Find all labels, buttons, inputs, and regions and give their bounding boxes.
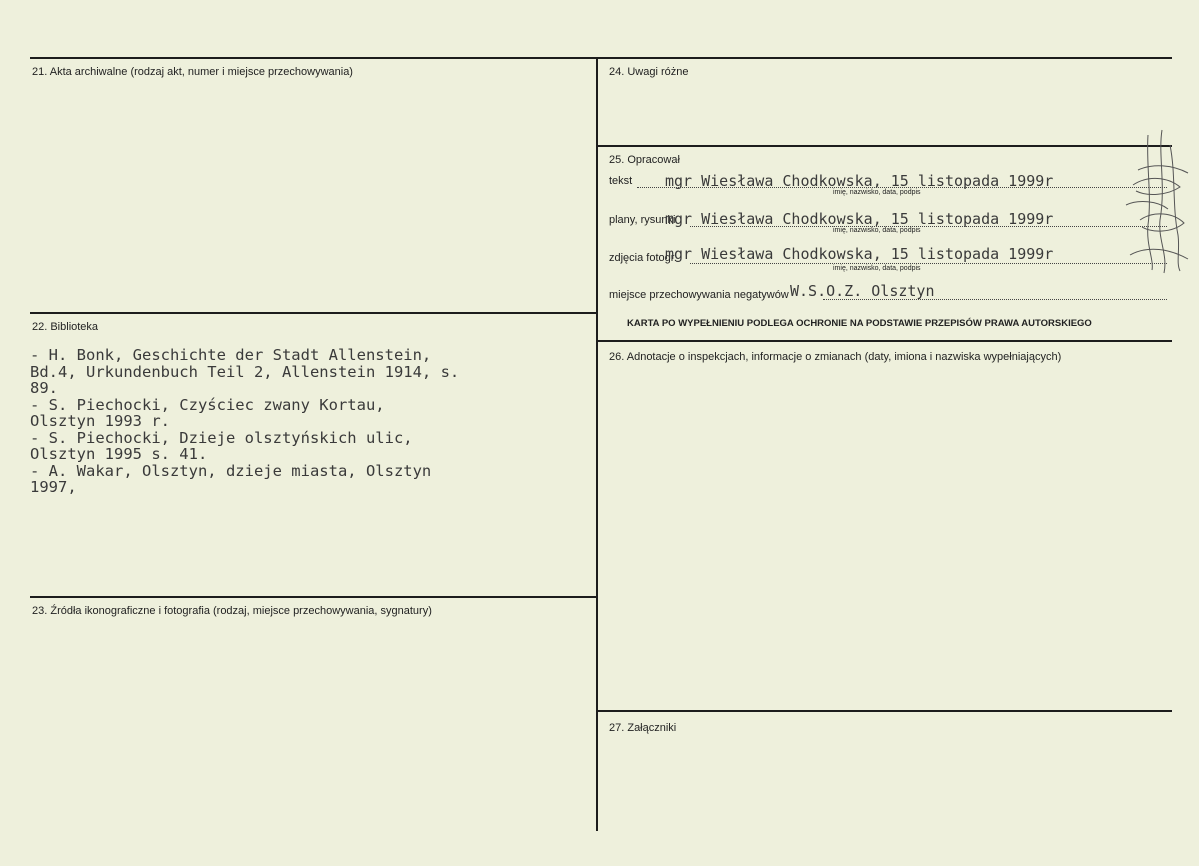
section-23-label: 23. Źródła ikonograficzne i fotografia (rodzaj, miejsce przechowywania, sygnatury) — [32, 605, 432, 617]
bibliography-line: Olsztyn 1993 r. — [30, 412, 170, 430]
section-24-label: 24. Uwagi różne — [609, 66, 689, 78]
prepared-photos-sublabel: imię, nazwisko, data, podpis — [833, 265, 921, 272]
copyright-notice: KARTA PO WYPEŁNIENIU PODLEGA OCHRONIE NA PODSTAWIE PRZEPISÓW PRAWA AUTORSKIEGO — [627, 318, 1092, 329]
rule-26-27 — [597, 710, 1172, 712]
prepared-photos-value: mgr Wiesława Chodkowska, 15 listopada 1999r — [665, 245, 1054, 263]
top-rule — [30, 57, 1172, 59]
signature-icon — [1118, 125, 1198, 275]
prepared-plans-value: mgr Wiesława Chodkowska, 15 listopada 1999r — [665, 210, 1054, 228]
bibliography-line: 1997, — [30, 478, 77, 496]
rule-24-25 — [597, 145, 1172, 147]
prepared-plans-label: plany, rysunki — [609, 214, 676, 226]
bibliography-line: - S. Piechocki, Czyściec zwany Kortau, — [30, 395, 385, 414]
bibliography-line: Olsztyn 1995 s. 41. — [30, 445, 208, 463]
bibliography-line: 89. — [30, 379, 58, 397]
section-21-label: 21. Akta archiwalne (rodzaj akt, numer i miejsce przechowywania) — [32, 66, 353, 78]
prepared-text-sublabel: imię, nazwisko, data, podpis — [833, 189, 921, 196]
bibliography-list — [30, 347, 459, 496]
negatives-label: miejsce przechowywania negatywów — [609, 289, 789, 301]
bibliography-line: Bd.4, Urkundenbuch Teil 2, Allenstein 1914, s. — [30, 362, 460, 381]
bibliography-line: - H. Bonk, Geschichte der Stadt Allenstein, — [30, 346, 432, 364]
rule-22-23 — [30, 596, 597, 598]
negatives-value: W.S.O.Z. Olsztyn — [790, 282, 935, 300]
bibliography-line: - S. Piechocki, Dzieje olsztyńskich ulic, — [30, 428, 413, 447]
rule-25-26 — [597, 340, 1172, 342]
section-22-label: 22. Biblioteka — [32, 321, 99, 333]
bibliography-line: - A. Wakar, Olsztyn, dzieje miasta, Olsztyn — [30, 461, 432, 480]
prepared-text-value: mgr Wiesława Chodkowska, 15 listopada 1999r — [665, 172, 1054, 190]
prepared-photos-line — [690, 263, 1167, 264]
section-26-label: 26. Adnotacje o inspekcjach, informacje o zmianach (daty, imiona i nazwiska wypełniających) — [609, 351, 1062, 363]
prepared-plans-sublabel: imię, nazwisko, data, podpis — [833, 227, 921, 234]
prepared-photos-label: zdjęcia fotogr. — [609, 252, 677, 264]
prepared-text-label: tekst — [609, 175, 633, 187]
section-25-label: 25. Opracował — [609, 154, 680, 166]
center-divider — [596, 57, 598, 831]
rule-21-22 — [30, 312, 597, 314]
section-27-label: 27. Załączniki — [609, 722, 677, 734]
